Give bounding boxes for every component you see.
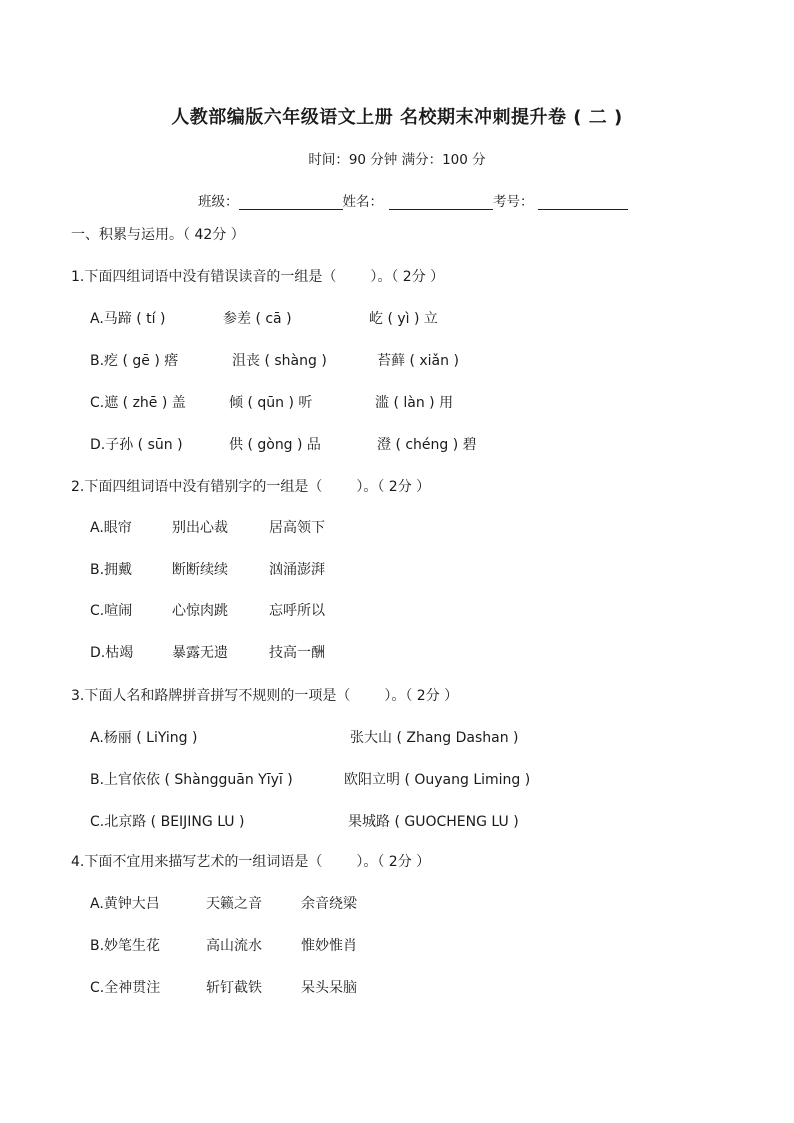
- question-text: 2.下面四组词语中没有错别字的一组是（: [71, 479, 323, 495]
- question-2: [71, 476, 430, 496]
- option-row: [90, 559, 790, 579]
- option-item: 屹 ( yì ) 立: [369, 311, 438, 327]
- option-item: 欧阳立明 ( Ouyang Liming ): [344, 772, 531, 788]
- option-item: A.黄钟大吕: [90, 896, 160, 912]
- question-score: ）。（ 2分 ）: [370, 269, 445, 285]
- option-item: 技高一酬: [269, 645, 325, 661]
- option-item: C.北京路 ( BEIJING LU ): [90, 814, 245, 830]
- number-label: 考号：: [493, 194, 534, 210]
- option-row: [90, 308, 790, 328]
- option-item: C.遮 ( zhē ) 盖: [90, 395, 186, 411]
- option-item: 澄 ( chéng ) 碧: [377, 437, 477, 453]
- option-item: 高山流水: [206, 938, 262, 954]
- question-text: 1.下面四组词语中没有错误读音的一组是（: [71, 269, 337, 285]
- option-row: [90, 392, 790, 412]
- option-row: [90, 434, 790, 454]
- option-row: [90, 727, 790, 747]
- option-item: C.全神贯注: [90, 980, 161, 996]
- option-item: 倾 ( qūn ) 听: [229, 395, 313, 411]
- option-item: 斩钉截铁: [206, 980, 262, 996]
- option-item: A.杨丽 ( LiYing ): [90, 730, 198, 746]
- option-item: 张大山 ( Zhang Dashan ): [350, 730, 519, 746]
- option-item: B.拥戴: [90, 562, 133, 578]
- exam-meta: 时间：90 分钟 满分：100 分: [308, 152, 486, 168]
- question-score: ）。（ 2分 ）: [356, 854, 431, 870]
- option-item: 滥 ( làn ) 用: [375, 395, 454, 411]
- question-text: 4.下面不宜用来描写艺术的一组词语是（: [71, 854, 323, 870]
- option-item: A.马蹄 ( tí ): [90, 311, 166, 327]
- option-item: 汹涌澎湃: [269, 562, 325, 578]
- option-item: 沮丧 ( shàng ): [232, 353, 327, 369]
- option-row: [90, 350, 790, 370]
- option-item: 天籁之音: [206, 896, 262, 912]
- option-item: B.上官依依 ( Shàngguān Yīyī ): [90, 772, 293, 788]
- name-label: 姓名：: [342, 194, 383, 210]
- option-item: 居高领下: [269, 520, 325, 536]
- option-row: [90, 517, 790, 537]
- option-item: A.眼帘: [90, 520, 132, 536]
- option-item: 断断续续: [172, 562, 228, 578]
- option-item: C.喧闹: [90, 603, 133, 619]
- option-row: [90, 893, 790, 913]
- option-row: [90, 935, 790, 955]
- class-blank[interactable]: [239, 194, 343, 210]
- option-item: D.枯竭: [90, 645, 134, 661]
- option-item: 参差 ( cā ): [223, 311, 292, 327]
- option-row: [90, 769, 790, 789]
- option-item: 余音绕梁: [301, 896, 357, 912]
- option-item: 呆头呆脑: [301, 980, 357, 996]
- option-item: B.疙 ( gē ) 瘩: [90, 353, 179, 369]
- option-item: 果城路 ( GUOCHENG LU ): [348, 814, 519, 830]
- option-row: [90, 600, 790, 620]
- section-title: 一、积累与运用。（ 42分 ）: [71, 227, 245, 243]
- question-score: ）。（ 2分 ）: [356, 479, 431, 495]
- option-item: D.子孙 ( sūn ): [90, 437, 183, 453]
- option-item: 忘呼所以: [269, 603, 325, 619]
- question-4: [71, 851, 430, 871]
- class-label: 班级：: [198, 194, 239, 210]
- option-item: 惟妙惟肖: [301, 938, 357, 954]
- option-row: [90, 811, 790, 831]
- question-text: 3.下面人名和路牌拼音拼写不规则的一项是（: [71, 688, 351, 704]
- question-3: [71, 685, 458, 705]
- option-item: 心惊肉跳: [172, 603, 228, 619]
- option-item: B.妙笔生花: [90, 938, 161, 954]
- name-blank[interactable]: [389, 194, 493, 210]
- student-info-line: [198, 190, 628, 210]
- option-item: 别出心裁: [172, 520, 228, 536]
- option-row: [90, 977, 790, 997]
- option-item: 供 ( gòng ) 品: [229, 437, 321, 453]
- number-blank[interactable]: [538, 194, 628, 210]
- option-row: [90, 642, 790, 662]
- option-item: 苔藓 ( xiǎn ): [377, 353, 459, 369]
- option-item: 暴露无遗: [172, 645, 228, 661]
- question-1: [71, 266, 444, 286]
- question-score: ）。（ 2分 ）: [384, 688, 459, 704]
- page-title: 人教部编版六年级语文上册 名校期末冲刺提升卷 ( 二 ): [171, 107, 623, 128]
